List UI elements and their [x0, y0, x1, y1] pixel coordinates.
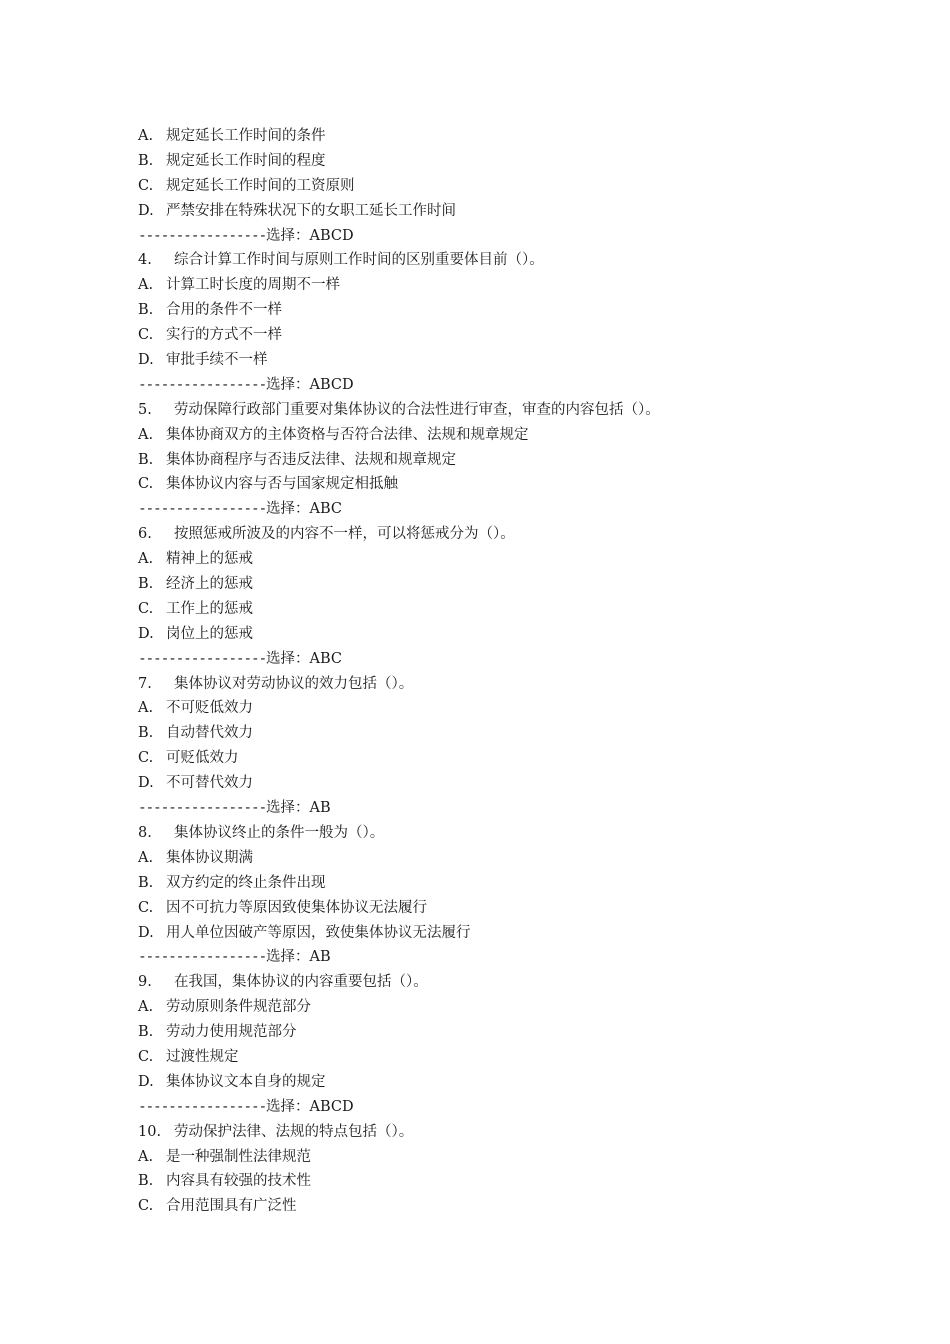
answer-line [138, 224, 898, 249]
option-letter: A. [138, 849, 154, 866]
option-text: 自动替代效力 [166, 725, 253, 742]
option-letter: B. [138, 874, 154, 891]
option-text: 双方约定的终止条件出现 [166, 874, 326, 891]
option-letter: A. [138, 700, 154, 717]
option-line [138, 273, 898, 298]
answer-text: 选择：ABC [266, 650, 343, 667]
question-line [138, 821, 898, 846]
option-letter: B. [138, 1173, 154, 1190]
option-text: 劳动力使用规范部分 [166, 1024, 297, 1041]
option-line [138, 149, 898, 174]
answer-text: 选择：ABCD [266, 376, 354, 393]
option-text: 规定延长工作时间的条件 [166, 128, 326, 144]
option-text: 集体协议文本自身的规定 [166, 1073, 326, 1090]
option-line [138, 472, 898, 497]
option-text: 审批手续不一样 [166, 352, 268, 369]
option-line [138, 448, 898, 473]
option-letter: B. [138, 1024, 154, 1041]
option-letter: A. [138, 1148, 154, 1165]
option-letter: B. [138, 576, 154, 593]
option-line [138, 174, 898, 199]
option-line [138, 696, 898, 721]
option-line [138, 771, 898, 796]
option-text: 集体协议内容与否与国家规定相抵触 [166, 476, 398, 493]
option-text: 集体协商双方的主体资格与否符合法律、法规和规章规定 [166, 426, 529, 443]
option-line [138, 199, 898, 224]
option-text: 过渡性规定 [166, 1048, 239, 1065]
option-line [138, 896, 898, 921]
option-line [138, 1194, 898, 1219]
option-line [138, 423, 898, 448]
answer-line [138, 373, 898, 398]
option-letter: C. [138, 600, 154, 617]
question-number: 9. [138, 974, 152, 991]
option-line [138, 547, 898, 572]
answer-separator: ----------------- [138, 949, 267, 966]
answer-line [138, 647, 898, 672]
answer-separator: ----------------- [138, 1098, 267, 1115]
option-line [138, 323, 898, 348]
answer-line [138, 796, 898, 821]
answer-separator: ----------------- [138, 800, 267, 817]
option-line [138, 348, 898, 373]
answer-line [138, 945, 898, 970]
option-text: 精神上的惩戒 [166, 551, 253, 568]
option-letter: C. [138, 1048, 154, 1065]
option-text: 用人单位因破产等原因，致使集体协议无法履行 [166, 924, 471, 941]
option-letter: D. [138, 352, 154, 369]
option-text: 因不可抗力等原因致使集体协议无法履行 [166, 899, 427, 916]
question-line [138, 398, 898, 423]
question-number: 10. [138, 1123, 162, 1140]
option-text: 不可替代效力 [166, 775, 253, 792]
question-line [138, 672, 898, 697]
option-text: 实行的方式不一样 [166, 327, 282, 344]
option-text: 集体协议期满 [166, 849, 253, 866]
option-letter: D. [138, 202, 154, 219]
option-line [138, 721, 898, 746]
option-line [138, 871, 898, 896]
question-text: 在我国，集体协议的内容重要包括（）。 [174, 974, 428, 991]
question-number: 4. [138, 252, 152, 269]
question-text: 集体协议对劳动协议的效力包括（）。 [174, 675, 414, 692]
answer-text: 选择：ABCD [266, 1098, 354, 1115]
question-number: 8. [138, 824, 152, 841]
option-line [138, 1145, 898, 1170]
question-text: 劳动保护法律、法规的特点包括（）。 [174, 1123, 414, 1140]
answer-text: 选择：ABCD [266, 227, 354, 244]
option-line [138, 921, 898, 946]
question-list [138, 124, 898, 1219]
question-text: 按照惩戒所波及的内容不一样，可以将惩戒分为（）。 [174, 526, 515, 543]
option-letter: D. [138, 1073, 154, 1090]
option-text: 不可贬低效力 [166, 700, 253, 717]
option-letter: A. [138, 426, 154, 443]
option-text: 严禁安排在特殊状况下的女职工延长工作时间 [166, 202, 456, 219]
option-text: 劳动原则条件规范部分 [166, 999, 311, 1016]
option-letter: A. [138, 128, 154, 144]
option-letter: A. [138, 277, 154, 294]
question-line [138, 522, 898, 547]
option-line [138, 622, 898, 647]
option-line [138, 572, 898, 597]
option-text: 规定延长工作时间的程度 [166, 152, 326, 169]
option-letter: B. [138, 302, 154, 319]
option-text: 内容具有较强的技术性 [166, 1173, 311, 1190]
question-line [138, 1120, 898, 1145]
option-letter: B. [138, 725, 154, 742]
option-text: 集体协商程序与否违反法律、法规和规章规定 [166, 451, 456, 468]
option-line [138, 597, 898, 622]
option-letter: D. [138, 775, 154, 792]
question-text: 劳动保障行政部门重要对集体协议的合法性进行审查，审查的内容包括（）。 [174, 401, 660, 418]
option-text: 合用的条件不一样 [166, 302, 282, 319]
option-letter: B. [138, 152, 154, 169]
question-line [138, 970, 898, 995]
question-text: 综合计算工作时间与原则工作时间的区别重要体目前（）。 [174, 252, 544, 269]
option-letter: C. [138, 327, 154, 344]
option-letter: C. [138, 899, 154, 916]
option-line [138, 298, 898, 323]
option-text: 可贬低效力 [166, 750, 239, 767]
option-line [138, 1070, 898, 1095]
question-number: 5. [138, 401, 152, 418]
answer-line [138, 497, 898, 522]
answer-text: 选择：AB [266, 800, 331, 817]
question-text: 集体协议终止的条件一般为（）。 [174, 824, 385, 841]
answer-text: 选择：AB [266, 949, 331, 966]
option-text: 规定延长工作时间的工资原则 [166, 177, 355, 194]
option-letter: C. [138, 1198, 154, 1215]
option-letter: B. [138, 451, 154, 468]
option-text: 合用范围具有广泛性 [166, 1198, 297, 1215]
answer-separator: ----------------- [138, 227, 267, 244]
option-letter: C. [138, 177, 154, 194]
option-line [138, 995, 898, 1020]
option-letter: A. [138, 551, 154, 568]
option-letter: C. [138, 476, 154, 493]
option-letter: A. [138, 999, 154, 1016]
option-line [138, 124, 898, 149]
option-line [138, 1169, 898, 1194]
question-number: 6. [138, 526, 152, 543]
option-text: 是一种强制性法律规范 [166, 1148, 311, 1165]
answer-separator: ----------------- [138, 650, 267, 667]
answer-separator: ----------------- [138, 376, 267, 393]
option-letter: D. [138, 924, 154, 941]
option-text: 经济上的惩戒 [166, 576, 253, 593]
answer-text: 选择：ABC [266, 501, 343, 518]
option-text: 岗位上的惩戒 [166, 625, 253, 642]
option-text: 工作上的惩戒 [166, 600, 253, 617]
option-letter: D. [138, 625, 154, 642]
option-line [138, 1045, 898, 1070]
option-text: 计算工时长度的周期不一样 [166, 277, 340, 294]
answer-line [138, 1095, 898, 1120]
option-line [138, 846, 898, 871]
option-line [138, 746, 898, 771]
answer-separator: ----------------- [138, 501, 267, 518]
option-letter: C. [138, 750, 154, 767]
question-line [138, 248, 898, 273]
question-number: 7. [138, 675, 152, 692]
option-line [138, 1020, 898, 1045]
